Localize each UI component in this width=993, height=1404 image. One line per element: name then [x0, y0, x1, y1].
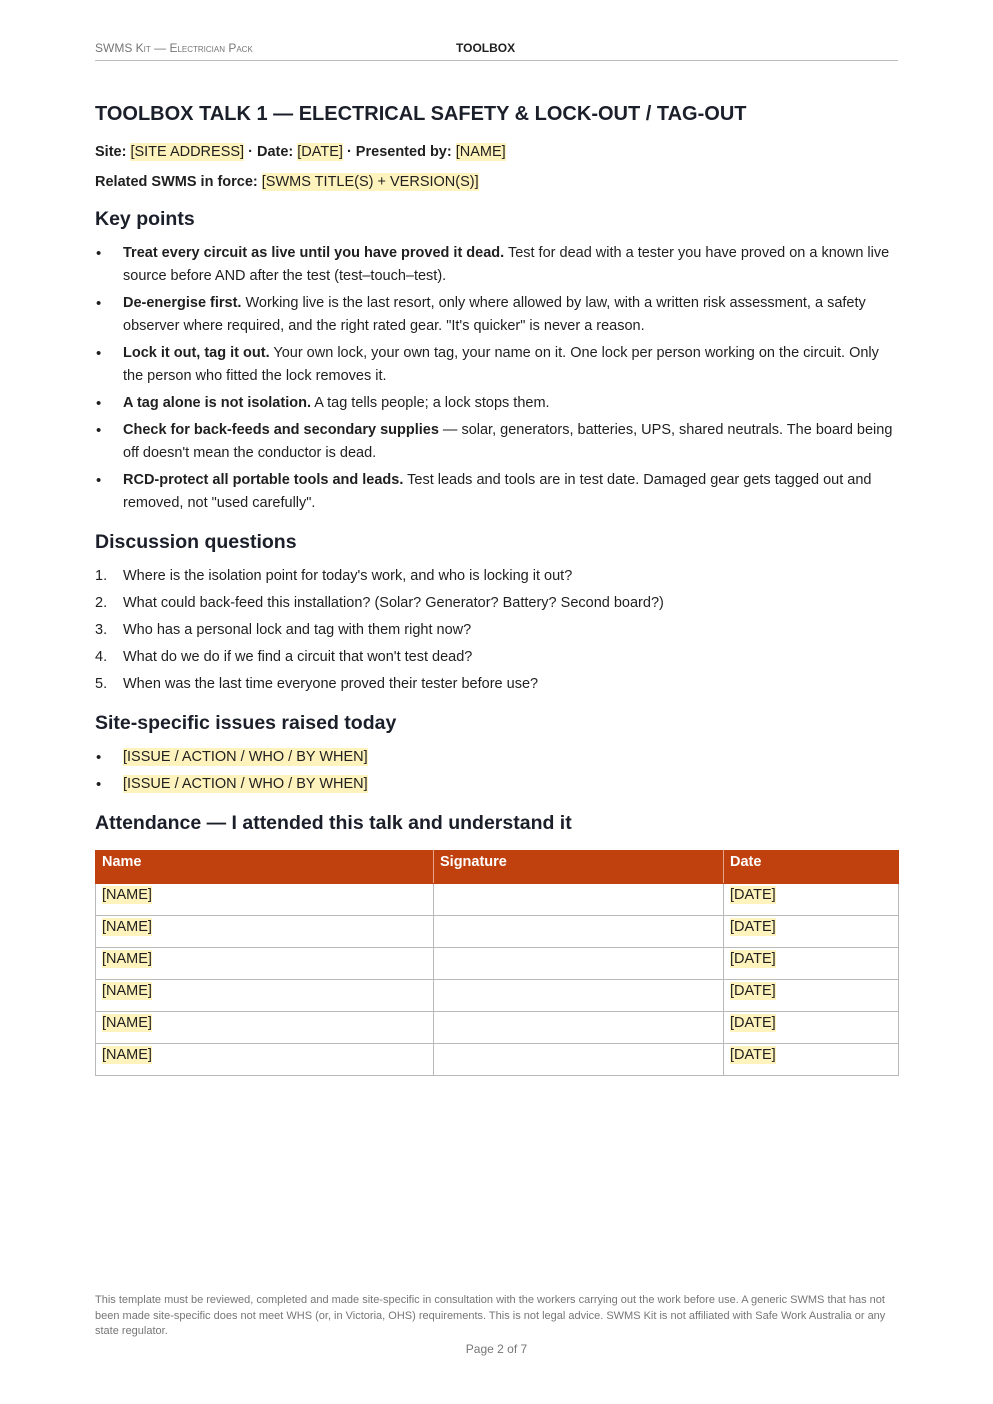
related-swms-placeholder: [SWMS TITLE(S) + VERSION(S)]	[261, 174, 479, 190]
discussion-item	[95, 592, 898, 615]
table-row	[96, 884, 899, 916]
discussion-item	[95, 565, 898, 588]
presented-label: · Presented by:	[346, 144, 452, 160]
table-row	[96, 1012, 899, 1044]
signature-cell	[434, 916, 724, 948]
key-point-text: A tag tells people; a lock stops them.	[310, 395, 550, 411]
key-point-item	[95, 419, 898, 465]
name-cell	[96, 916, 434, 948]
discussion-text: When was the last time everyone proved their tester before use?	[123, 676, 539, 692]
name-placeholder: [NAME]	[102, 919, 152, 935]
key-points-list	[95, 242, 898, 515]
discussion-item	[95, 619, 898, 642]
discussion-heading: Discussion questions	[95, 531, 297, 553]
discussion-text: What do we do if we find a circuit that won't test dead?	[123, 649, 473, 665]
discussion-number: 4.	[95, 649, 108, 665]
key-point-item	[95, 469, 898, 515]
table-row	[96, 980, 899, 1012]
date-placeholder: [DATE]	[730, 887, 776, 903]
name-cell	[96, 980, 434, 1012]
name-placeholder: [NAME]	[102, 1047, 152, 1063]
key-point-bold: Check for back-feeds and secondary supplies	[123, 422, 439, 438]
name-placeholder: [NAME]	[102, 887, 152, 903]
key-point-bold: RCD-protect all portable tools and leads.	[123, 472, 404, 488]
date-cell	[724, 884, 899, 916]
discussion-item	[95, 646, 898, 669]
date-cell	[724, 948, 899, 980]
page-title: TOOLBOX TALK 1 — ELECTRICAL SAFETY & LOCK-OUT / TAG-OUT	[95, 103, 747, 125]
date-placeholder: [DATE]	[730, 951, 776, 967]
site-label: Site:	[95, 144, 127, 160]
attendance-header-row	[96, 851, 899, 884]
key-point-text: Test for dead with a tester you have proved on a known live source before AND after the test (test–touch–test).	[123, 245, 890, 284]
meta-site-line	[95, 142, 898, 162]
discussion-text: Who has a personal lock and tag with them right now?	[123, 622, 472, 638]
table-row	[96, 948, 899, 980]
key-point-text: Working live is the last resort, only where allowed by law, with a written risk assessment, a safety observer where required, and the right rated gear. "It's quicker" is never a reason.	[123, 295, 866, 334]
date-placeholder: [DATE]	[730, 919, 776, 935]
key-point-item	[95, 292, 898, 338]
key-point-bold: De-energise first.	[123, 295, 242, 311]
attendance-table	[95, 850, 899, 1076]
column-header-signature: Signature	[434, 851, 724, 884]
name-cell	[96, 1012, 434, 1044]
discussion-list	[95, 565, 898, 696]
column-header-date: Date	[724, 851, 899, 884]
running-header	[95, 40, 898, 61]
issues-list	[95, 746, 898, 796]
signature-cell	[434, 1012, 724, 1044]
key-point-item	[95, 342, 898, 388]
page-content	[95, 100, 898, 1076]
key-points-heading: Key points	[95, 208, 195, 230]
name-placeholder: [NAME]	[102, 983, 152, 999]
discussion-item	[95, 673, 898, 696]
signature-cell	[434, 884, 724, 916]
table-row	[96, 1044, 899, 1076]
signature-cell	[434, 948, 724, 980]
signature-cell	[434, 980, 724, 1012]
date-placeholder: [DATE]	[730, 1047, 776, 1063]
discussion-number: 1.	[95, 568, 108, 584]
meta-related-line	[95, 172, 898, 192]
page-number: Page 2 of 7	[465, 1342, 528, 1356]
attendance-heading: Attendance — I attended this talk and understand it	[95, 812, 572, 834]
key-point-text: Test leads and tools are in test date. Damaged gear gets tagged out and removed, not "used carefully".	[123, 472, 872, 511]
name-cell	[96, 884, 434, 916]
name-placeholder: [NAME]	[102, 1015, 152, 1031]
site-placeholder: [SITE ADDRESS]	[130, 144, 245, 160]
name-cell	[96, 948, 434, 980]
key-point-text: — solar, generators, batteries, UPS, shared neutrals. The board being off doesn't mean the conductor is dead.	[123, 422, 893, 461]
key-point-item	[95, 242, 898, 288]
name-cell	[96, 1044, 434, 1076]
presenter-placeholder: [NAME]	[455, 144, 506, 160]
column-header-name: Name	[96, 851, 434, 884]
issue-item	[95, 773, 898, 796]
header-section-name: TOOLBOX	[456, 41, 516, 55]
issue-placeholder: [ISSUE / ACTION / WHO / BY WHEN]	[123, 749, 368, 765]
date-cell	[724, 1012, 899, 1044]
key-point-bold: A tag alone is not isolation.	[123, 395, 311, 411]
key-point-item	[95, 392, 898, 415]
table-row	[96, 916, 899, 948]
signature-cell	[434, 1044, 724, 1076]
issues-heading: Site-specific issues raised today	[95, 712, 397, 734]
header-doc-name: SWMS Kit — Electrician Pack	[95, 41, 253, 55]
date-placeholder: [DATE]	[297, 144, 343, 160]
key-point-bold: Treat every circuit as live until you have proved it dead.	[123, 245, 505, 261]
date-cell	[724, 1044, 899, 1076]
footer-disclaimer: This template must be reviewed, completed and made site-specific in consultation with the workers carrying out the work before use. A generic SWMS that has not been made site-specific does not meet WHS (or, in Victoria, OHS) requirements. This is not legal advice. SWMS Kit is not affiliated with Safe Work Australia or any state regulator.	[95, 1294, 886, 1337]
date-placeholder: [DATE]	[730, 983, 776, 999]
discussion-number: 3.	[95, 622, 108, 638]
related-swms-label: Related SWMS in force:	[95, 174, 258, 190]
discussion-text: What could back-feed this installation? (Solar? Generator? Battery? Second board?)	[123, 595, 664, 611]
date-placeholder: [DATE]	[730, 1015, 776, 1031]
discussion-text: Where is the isolation point for today's work, and who is locking it out?	[123, 568, 573, 584]
key-point-text: Your own lock, your own tag, your name on it. One lock per person working on the circuit. Only the person who fitted the lock removes it.	[123, 345, 879, 384]
discussion-number: 2.	[95, 595, 108, 611]
name-placeholder: [NAME]	[102, 951, 152, 967]
date-cell	[724, 980, 899, 1012]
key-point-bold: Lock it out, tag it out.	[123, 345, 270, 361]
date-label: · Date:	[248, 144, 294, 160]
discussion-number: 5.	[95, 676, 108, 692]
issue-placeholder: [ISSUE / ACTION / WHO / BY WHEN]	[123, 776, 368, 792]
issue-item	[95, 746, 898, 769]
date-cell	[724, 916, 899, 948]
